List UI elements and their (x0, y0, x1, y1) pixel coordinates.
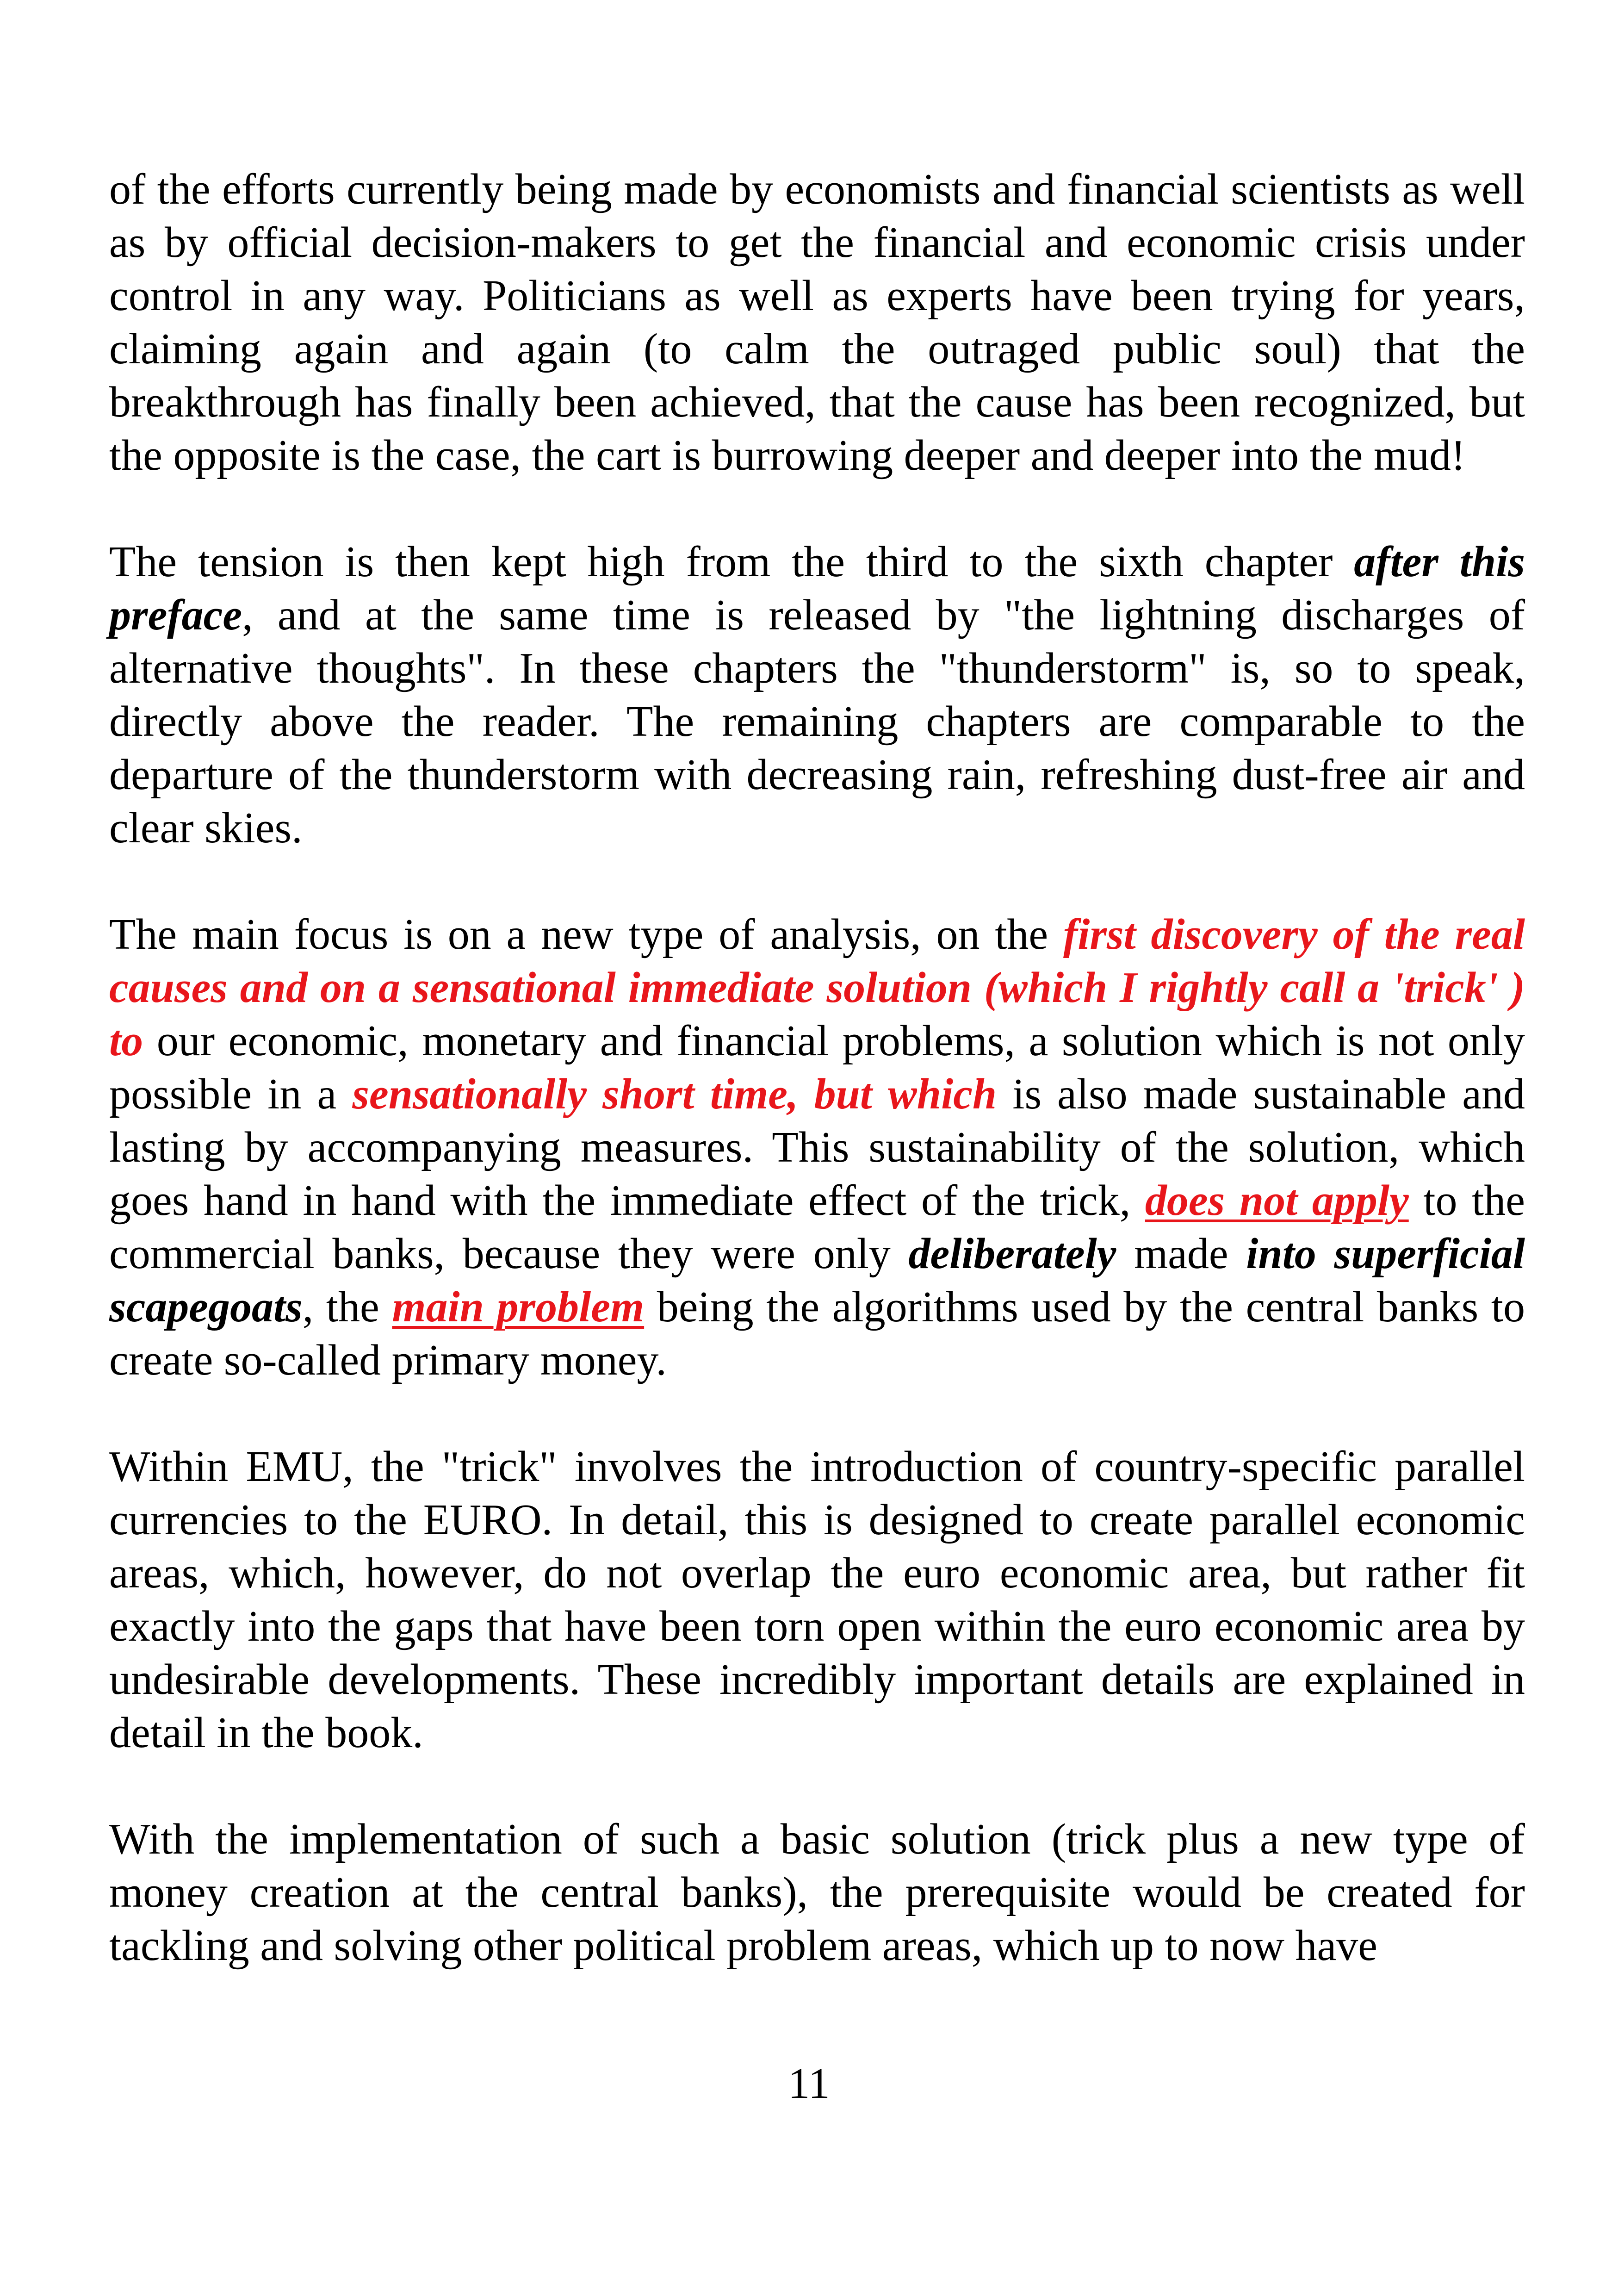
paragraph-4 (109, 1440, 1525, 1760)
red-underlined-main-problem: main problem (392, 1283, 645, 1331)
paragraph-text: The main focus is on a new type of analysis, on the (109, 910, 1063, 958)
paragraph-text: of the efforts currently being made by economists and financial scientists as well as by official decision-makers to get the financial and economic crisis under control in any way. Politicians as well as experts have been trying for years, claiming again and again (to calm the outraged public soul) that the breakthrough has finally been achieved, that the cause has been recognized, but the opposite is the case, the cart is burrowing deeper and deeper into the mud! (109, 165, 1525, 479)
paragraph-2 (109, 535, 1525, 855)
paragraph-5 (109, 1813, 1525, 1972)
emphasis-after-this-preface: after this preface (109, 538, 1525, 639)
red-underlined-does-not-apply: does not apply (1145, 1176, 1409, 1225)
paragraph-text: to the commercial banks, because they were only (109, 1176, 1525, 1278)
red-emphasis-short-time: sensationally short time, but which (352, 1070, 997, 1118)
page-number: 11 (788, 2060, 830, 2108)
paragraph-1 (109, 163, 1525, 482)
paragraph-text: With the implementation of such a basic solution (trick plus a new type of money creation at the central banks), the prerequisite would be created for tackling and solving other political problem areas, which up to now have (109, 1815, 1525, 1970)
emphasis-scapegoats: into superficial scapegoats (109, 1230, 1525, 1331)
paragraph-text: is also made sustainable and lasting by accompanying measures. This sustainability of the solution, which goes hand in hand with the immediate effect of the trick, (109, 1070, 1525, 1225)
paragraph-text: Within EMU, the "trick" involves the introduction of country-specific parallel currencies to the EURO. In detail, this is designed to create parallel economic areas, which, however, do not overlap the euro economic area, but rather fit exactly into the gaps that have been torn open within the euro economic area by undesirable developments. These incredibly important details are explained in detail in the book. (109, 1443, 1525, 1757)
paragraph-text: our economic, monetary and financial problems, a solution which is not only possible in a (109, 1017, 1525, 1118)
paragraph-text: , and at the same time is released by "the lightning discharges of alternative thoughts". In these chapters the "thunderstorm" is, so to speak, directly above the reader. The remaining chapters are comparable to the departure of the thunderstorm with decreasing rain, refreshing dust-free air and clear skies. (109, 591, 1525, 852)
paragraph-text: The tension is then kept high from the third to the sixth chapter (109, 538, 1354, 586)
emphasis-deliberately: deliberately (908, 1230, 1116, 1278)
page-body (109, 163, 1525, 1972)
paragraph-text: , the (302, 1283, 392, 1331)
red-emphasis-real-causes: first discovery of the real causes and on a sensational immediate solution (which I rightly call a 'trick' ) to (109, 910, 1525, 1065)
paragraph-text: made (1116, 1230, 1246, 1278)
paragraph-3 (109, 908, 1525, 1387)
paragraph-text: being the algorithms used by the central banks to create so-called primary money. (109, 1283, 1525, 1384)
